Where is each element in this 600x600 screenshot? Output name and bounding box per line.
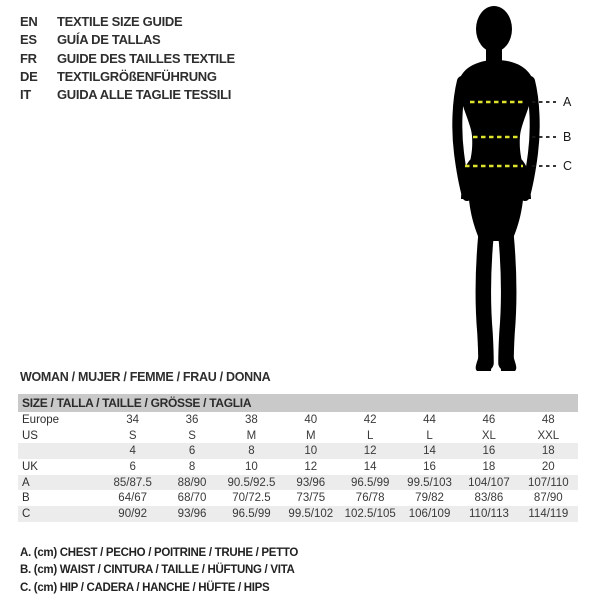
size-cell: 8 xyxy=(222,443,281,459)
size-cell: S xyxy=(188,429,196,442)
language-title: GUIDA ALLE TAGLIE TESSILI xyxy=(57,87,232,103)
size-cell: 87/90 xyxy=(533,492,563,505)
language-row-fr xyxy=(20,50,235,68)
row-label: UK xyxy=(22,460,38,473)
size-cell: 76/78 xyxy=(355,492,385,505)
language-title: TEXTILE SIZE GUIDE xyxy=(57,14,183,29)
size-cell: 6 xyxy=(162,443,221,459)
size-cell: 16 xyxy=(423,460,436,473)
size-cell: 70/72.5 xyxy=(232,492,271,505)
size-cell: 68/70 xyxy=(177,492,207,505)
size-cell: 99.5/103 xyxy=(400,475,459,491)
size-cell: 6 xyxy=(129,460,136,473)
size-cell: 88/90 xyxy=(162,475,221,491)
language-row-de xyxy=(20,68,235,86)
language-code: IT xyxy=(20,87,31,103)
measurement-legend xyxy=(20,545,298,597)
size-cell: 93/96 xyxy=(162,506,221,522)
size-cell: 42 xyxy=(363,413,377,426)
size-cell: 8 xyxy=(188,460,196,473)
gender-heading: WOMAN / MUJER / FEMME / FRAU / DONNA xyxy=(20,370,271,384)
size-cell: 102.5/105 xyxy=(341,506,400,522)
size-cell: 14 xyxy=(400,443,459,459)
size-cell: 4 xyxy=(103,443,162,459)
language-code: EN xyxy=(20,14,38,29)
size-cell: XXL xyxy=(537,429,560,442)
size-cell: 79/82 xyxy=(415,492,444,505)
size-cell: 93/96 xyxy=(281,475,340,491)
language-title: TEXTILGRÖßENFÜHRUNG xyxy=(57,68,217,84)
size-cell: 40 xyxy=(304,413,318,426)
language-row-es xyxy=(20,31,235,49)
row-label: B xyxy=(22,492,30,505)
size-cell: 14 xyxy=(363,460,377,473)
language-row-it xyxy=(20,86,235,104)
row-label xyxy=(18,443,103,459)
hip-label: C xyxy=(563,159,573,173)
size-cell: 83/86 xyxy=(474,492,504,505)
language-list xyxy=(20,13,235,104)
size-table-header xyxy=(18,394,578,412)
size-figure xyxy=(428,2,600,374)
row-label: US xyxy=(22,429,38,442)
size-cell: 16 xyxy=(459,443,518,459)
size-cell: 104/107 xyxy=(459,475,518,491)
row-label: Europe xyxy=(22,413,60,426)
size-cell: 107/110 xyxy=(519,475,578,491)
legend-hip: C. (cm) HIP / CADERA / HANCHE / HÜFTE / HIPS xyxy=(20,581,270,594)
size-cell: 73/75 xyxy=(296,492,326,505)
row-label: A xyxy=(18,475,103,491)
woman-silhouette xyxy=(457,6,534,371)
language-row-en xyxy=(20,13,235,31)
table-row-uk xyxy=(18,459,578,475)
size-cell: 18 xyxy=(519,443,578,459)
size-cell: 38 xyxy=(245,413,258,426)
size-cell: 85/87.5 xyxy=(103,475,162,491)
size-table-header-label: SIZE / TALLA / TAILLE / GRÖSSE / TAGLIA xyxy=(18,394,578,412)
size-cell: 18 xyxy=(482,460,496,473)
woman-silhouette-svg xyxy=(428,2,600,374)
size-cell: 90.5/92.5 xyxy=(222,475,281,491)
language-title: GUIDE DES TAILLES TEXTILE xyxy=(57,50,235,66)
size-cell: 90/92 xyxy=(103,506,162,522)
chest-label: A xyxy=(563,95,572,109)
size-cell: 12 xyxy=(341,443,400,459)
size-cell: 99.5/102 xyxy=(281,506,340,522)
size-cell: 34 xyxy=(126,413,140,426)
size-cell: 64/67 xyxy=(118,492,148,505)
size-cell: 114/119 xyxy=(519,506,578,522)
size-cell: 46 xyxy=(482,413,496,426)
size-cell: XL xyxy=(481,429,496,442)
size-table xyxy=(18,394,578,522)
size-cell: 48 xyxy=(541,413,555,426)
size-cell: L xyxy=(426,429,433,442)
table-row-europe xyxy=(18,412,578,428)
size-cell: 96.5/99 xyxy=(222,506,281,522)
size-cell: 36 xyxy=(185,413,199,426)
size-cell: 10 xyxy=(281,443,340,459)
size-cell: S xyxy=(128,429,137,442)
row-label: C xyxy=(18,506,103,522)
table-row-chest xyxy=(18,475,578,491)
table-row-waist xyxy=(18,490,578,506)
size-cell: 10 xyxy=(245,460,258,473)
waist-label: B xyxy=(563,130,572,144)
size-cell: 110/113 xyxy=(459,506,518,522)
language-code: ES xyxy=(20,32,37,48)
size-cell: 12 xyxy=(304,460,318,473)
size-cell: M xyxy=(306,429,316,442)
language-title: GUÍA DE TALLAS xyxy=(57,32,161,48)
legend-waist: B. (cm) WAIST / CINTURA / TAILLE / HÜFTUNG / VITA xyxy=(20,564,295,577)
language-code: FR xyxy=(20,50,37,66)
size-cell: 20 xyxy=(541,460,555,473)
table-row-us xyxy=(18,428,578,444)
size-cell: L xyxy=(366,429,374,442)
size-cell: M xyxy=(246,429,257,442)
size-cell: 44 xyxy=(423,413,436,426)
size-cell: 106/109 xyxy=(400,506,459,522)
size-cell: 96.5/99 xyxy=(341,475,400,491)
table-row-us-numeric xyxy=(18,443,578,459)
table-row-hip xyxy=(18,506,578,522)
language-code: DE xyxy=(20,68,38,84)
legend-chest: A. (cm) CHEST / PECHO / POITRINE / TRUHE / PETTO xyxy=(20,547,299,559)
